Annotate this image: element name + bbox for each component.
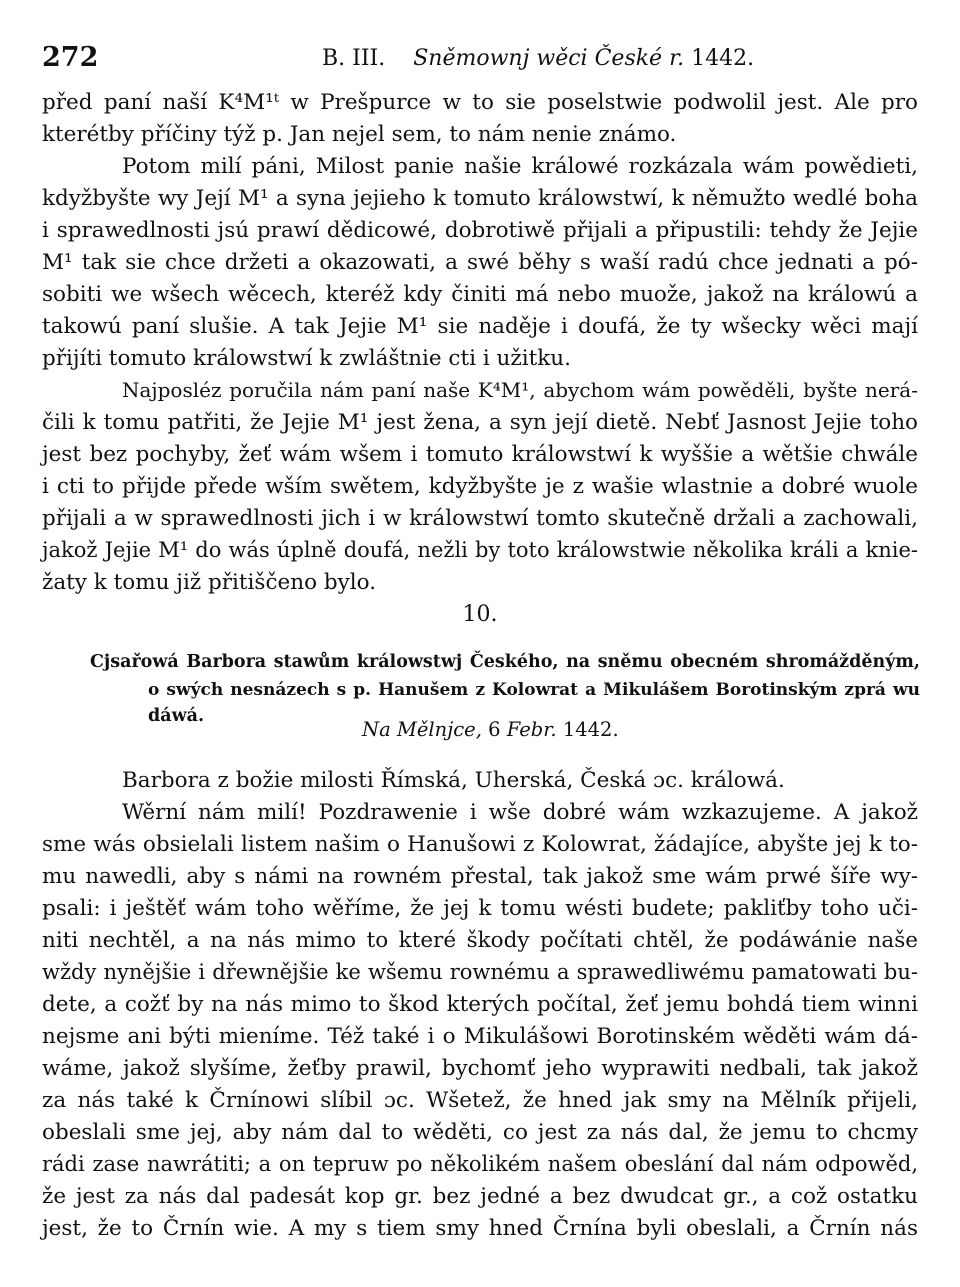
text-line: kdyžbyšte wy Její M¹ a syna jejieho k tomuto králowstwí, k němužto wedlé boha bbox=[42, 186, 918, 211]
year-label: 1442. bbox=[691, 46, 755, 71]
text-line: žaty k tomu již přitiščeno bylo. bbox=[42, 570, 377, 595]
page-number: 272 bbox=[42, 42, 99, 73]
document-number: 10. bbox=[462, 602, 498, 627]
series-label: B. III. bbox=[322, 46, 386, 71]
text-line: dete, a cožť by na nás mimo to škod kterých počítal, žeť jemu bohdá tiem winni bbox=[42, 992, 918, 1017]
text-line: mu nawedli, aby s námi na rowném přestal, tak jakož sme wám prwé šíře wy- bbox=[42, 864, 918, 889]
date-month: Febr. bbox=[506, 718, 557, 741]
text-line: jest, že to Črnín wie. A my s tiem smy hned Črnína byli obeslali, a Črnín nás bbox=[42, 1216, 918, 1241]
letter-salutation-line: Barbora z božie milosti Římská, Uherská, Česká ɔc. králowá. bbox=[122, 768, 785, 793]
date-day: 6 bbox=[488, 718, 501, 741]
text-line: wáme, jakož slyšíme, žeťby prawil, bychomť jeho wyprawiti nedbali, tak jakož bbox=[42, 1056, 918, 1081]
text-line: že jest za nás dal padesát kop gr. bez jedné a bez dwudcat gr., a což ostatku bbox=[42, 1184, 918, 1209]
text-line: rádi zase nawrátiti; a on tepruw po několikém našem obeslání dal nám odpowěd, bbox=[42, 1152, 918, 1176]
title-label: Sněmownj wěci České r. bbox=[413, 46, 685, 71]
text-line: za nás také k Črnínowi slíbil ɔc. Wšetež, že hned jak smy na Mělník přijeli, bbox=[42, 1088, 918, 1113]
text-line: jakož Jejie M¹ do wás úplně doufá, nežli by toto králowstwie několika králi a knie- bbox=[42, 538, 918, 562]
regest-line: dáwá. bbox=[148, 706, 205, 726]
date-place: Na Mělnjce, bbox=[362, 718, 482, 741]
text-line: Potom milí páni, Milost panie našie králowé rozkázala wám powědieti, bbox=[122, 154, 918, 179]
text-line: M¹ tak sie chce držeti a okazowati, a swé běhy s waší radú chce jednati a pó- bbox=[42, 250, 918, 275]
text-line: sme wás obsielali listem našim o Hanušowi z Kolowrat, žádajíce, abyšte jej k to- bbox=[42, 832, 918, 857]
text-line: před paní naší K⁴M¹ᵗ w Prešpurce w to sie poselstwie podwolil jest. Ale pro bbox=[42, 90, 918, 115]
text-line: obeslali sme jej, aby nám dal to wěděti, co jest za nás dal, že jemu to chcmy bbox=[42, 1120, 918, 1145]
text-line: i cti to přijde přede wším swětem, kdyžbyšte je z wašie wlastnie a dobré wuole bbox=[42, 474, 918, 499]
text-line: Wěrní nám milí! Pozdrawenie i wše dobré wám wzkazujeme. A jakož bbox=[122, 800, 918, 825]
text-line: přijíti tomuto králowstwí k zwláštnie cti i užitku. bbox=[42, 346, 571, 371]
text-line: i sprawedlnosti jsú prawí dědicowé, dobrotiwě přijali a připustili: tehdy že Jejie bbox=[42, 218, 918, 243]
text-line: kterétby příčiny týž p. Jan nejel sem, to nám nenie známo. bbox=[42, 122, 677, 147]
text-line: wždy nynějšie i dřewnějšie ke wšemu rownému a sprawedliwému pamatowati bu- bbox=[42, 960, 918, 984]
text-line: Najposléz poručila nám paní naše K⁴M¹, abychom wám powěděli, byšte nerá- bbox=[122, 378, 918, 402]
date-year: 1442. bbox=[562, 718, 619, 741]
text-line: sobiti we wšech wěcech, kteréž kdy činiti má nebo muože, jakož na králowú a bbox=[42, 282, 918, 307]
date-line bbox=[362, 718, 619, 741]
text-line: přijali a w sprawedlnosti jich i w králowstwí tomto skutečně držali a zachowali, bbox=[42, 506, 918, 531]
text-line: jest bez pochyby, žeť wám wšem i tomuto králowstwí k wyššie a wětšie chwále bbox=[42, 442, 918, 467]
regest-line: Cjsařowá Barbora stawům králowstwj Českého, na sněmu obecném shromážděným, bbox=[90, 652, 920, 672]
text-line: takowú paní slušie. A tak Jejie M¹ sie naděje i doufá, že ty wšecky wěci mají bbox=[42, 314, 918, 339]
text-line: nejsme ani býti mieníme. Též také i o Mikulášowi Borotinském wěděti wám dá- bbox=[42, 1024, 918, 1049]
text-line: psali: i ještěť wám toho wěříme, že jej k tomu wésti budete; pakliťby toho uči- bbox=[42, 896, 918, 921]
text-line: niti nechtěl, a na nás mimo to které škody počítati chtěl, že podáwánie naše bbox=[42, 928, 918, 953]
regest-line: o swých nesnázech s p. Hanušem z Kolowrat a Mikulášem Borotinským zprá wu bbox=[148, 680, 920, 700]
text-line: čili k tomu patřiti, že Jejie M¹ jest žena, a syn její dietě. Nebť Jasnost Jejie toho bbox=[42, 410, 918, 435]
running-title bbox=[322, 46, 754, 71]
running-header bbox=[42, 38, 922, 78]
